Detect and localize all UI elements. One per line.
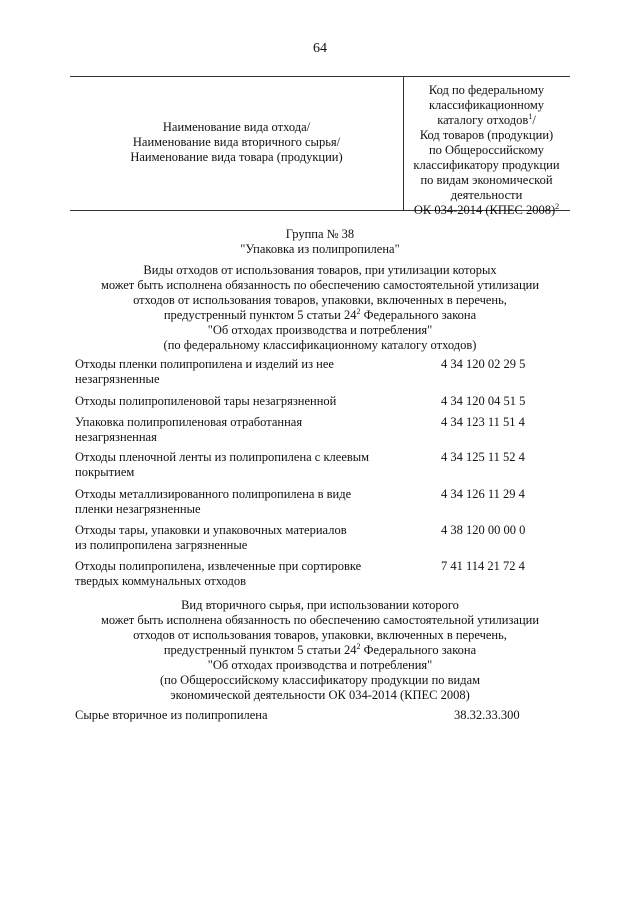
footnote-marker: 2 (356, 306, 361, 316)
section-heading-line (70, 308, 570, 323)
page-number: 64 (313, 41, 327, 56)
waste-section-heading (70, 263, 570, 353)
group-heading (70, 227, 570, 257)
secondary-name (75, 708, 395, 723)
secondary-code: 38.32.33.300 (454, 708, 520, 722)
waste-name-line: твердых коммунальных отходов (75, 574, 247, 588)
section-heading-line: может быть исполнена обязанность по обеспечению самостоятельной утилизации (100, 613, 540, 627)
column-header-code-line: по видам экономической (420, 173, 553, 187)
column-header-code-text: каталогу отходов (437, 113, 529, 127)
waste-code: 4 34 125 11 52 4 (441, 450, 525, 464)
column-header-code-line (403, 113, 570, 128)
column-header-name-line: Наименование вида вторичного сырья/ (132, 135, 341, 149)
waste-code: 4 34 120 02 29 5 (441, 357, 526, 371)
waste-name-line: Отходы пленочной ленты из полипропилена с клеевым (75, 450, 370, 464)
waste-name (75, 559, 395, 589)
heading-text: Федерального закона (360, 308, 477, 322)
column-header-code-text: ОК 034-2014 (КПЕС 2008) (413, 203, 556, 217)
column-header-code-line: деятельности (450, 188, 523, 202)
column-header-code-line: по Общероссийскому (428, 143, 545, 157)
footnote-marker: 2 (555, 201, 560, 211)
waste-name (75, 394, 395, 409)
group-subtitle: "Упаковка из полипропилена" (240, 242, 400, 256)
section-heading-line: "Об отходах производства и потребления" (207, 323, 433, 337)
secondary-name-line: Сырье вторичное из полипропилена (75, 708, 268, 722)
section-heading-line: экономической деятельности ОК 034-2014 (КПЕС 2008) (170, 688, 470, 702)
section-heading-line: отходов от использования товаров, упаковки, включенных в перечень, (133, 293, 507, 307)
section-heading-line: (по Общероссийскому классификатору продукции по видам (159, 673, 481, 687)
column-header-code (403, 83, 570, 218)
heading-text: Федерального закона (360, 643, 477, 657)
waste-name (75, 415, 395, 445)
waste-code: 4 38 120 00 00 0 (441, 523, 526, 537)
footnote-marker: 2 (356, 641, 361, 651)
section-heading-line: Вид вторичного сырья, при использовании которого (181, 598, 459, 612)
waste-name-line: незагрязненные (75, 372, 160, 386)
heading-text: предустренный пунктом 5 статьи 24 (163, 643, 357, 657)
column-header-code-line: Код товаров (продукции) (419, 128, 554, 142)
waste-name-line: покрытием (75, 465, 135, 479)
section-heading-line: отходов от использования товаров, упаковки, включенных в перечень, (133, 628, 507, 642)
column-header-code-line: классификатору продукции (413, 158, 560, 172)
waste-name-line: Отходы полипропилена, извлеченные при сортировке (75, 559, 362, 573)
column-header-name-line: Наименование вида товара (продукции) (130, 150, 343, 164)
waste-name-line: Отходы полипропиленовой тары незагрязненной (75, 394, 337, 408)
waste-name-line: Отходы пленки полипропилена и изделий из нее (75, 357, 334, 371)
waste-name-line: Отходы тары, упаковки и упаковочных материалов (75, 523, 347, 537)
section-heading-line (70, 643, 570, 658)
column-header-code-line: Код по федеральному (428, 83, 545, 97)
column-header-name (70, 120, 403, 165)
waste-name (75, 523, 395, 553)
waste-name-line: пленки незагрязненные (75, 502, 201, 516)
waste-name-line: Упаковка полипропиленовая отработанная (75, 415, 303, 429)
footnote-marker: 1 (528, 111, 533, 121)
waste-name-line: из полипропилена загрязненные (75, 538, 248, 552)
waste-name (75, 487, 395, 517)
section-heading-line: Виды отходов от использования товаров, при утилизации которых (143, 263, 497, 277)
column-header-name-line: Наименование вида отхода/ (162, 120, 311, 134)
waste-name (75, 450, 395, 480)
section-heading-line: может быть исполнена обязанность по обеспечению самостоятельной утилизации (100, 278, 540, 292)
waste-name-line: Отходы металлизированного полипропилена в виде (75, 487, 352, 501)
waste-name-line: незагрязненная (75, 430, 157, 444)
waste-code: 4 34 123 11 51 4 (441, 415, 525, 429)
section-heading-line: "Об отходах производства и потребления" (207, 658, 433, 672)
waste-code: 4 34 126 11 29 4 (441, 487, 525, 501)
waste-name (75, 357, 395, 387)
waste-code: 4 34 120 04 51 5 (441, 394, 526, 408)
column-header-separator: / (532, 113, 536, 127)
waste-code: 7 41 114 21 72 4 (441, 559, 525, 573)
secondary-section-heading (70, 598, 570, 703)
group-title: Группа № 38 (285, 227, 355, 241)
section-heading-line: (по федеральному классификационному каталогу отходов) (163, 338, 477, 352)
heading-text: предустренный пунктом 5 статьи 24 (163, 308, 357, 322)
table-header-top-rule (70, 76, 570, 77)
column-header-code-line (403, 203, 570, 218)
column-header-code-line: классификационному (428, 98, 545, 112)
